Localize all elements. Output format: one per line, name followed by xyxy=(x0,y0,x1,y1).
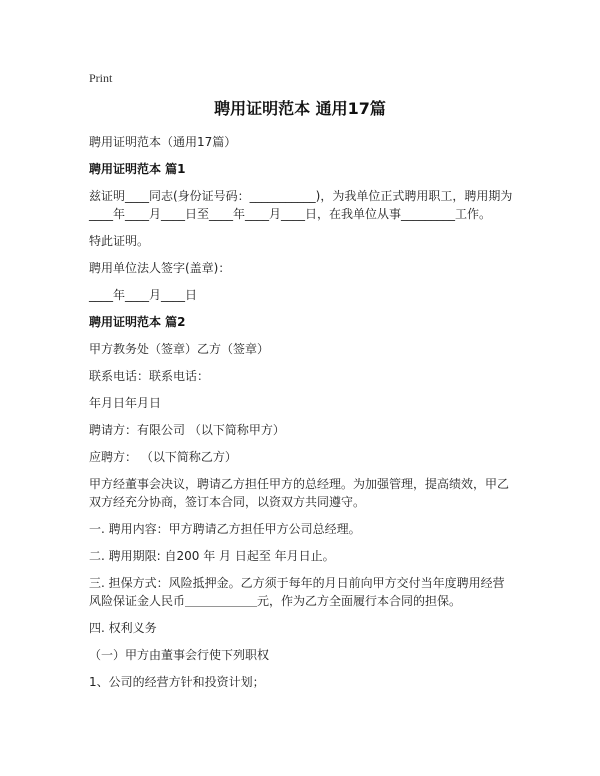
paragraph-signature: 聘用单位法人签字(盖章)： xyxy=(89,261,231,275)
section-heading-2: 聘用证明范本 篇2 xyxy=(89,315,186,329)
section-heading-1: 聘用证明范本 篇1 xyxy=(89,162,186,176)
paragraph-clause-1: 一. 聘用内容：甲方聘请乙方担任甲方公司总经理。 xyxy=(89,522,361,536)
paragraph-subtitle: 聘用证明范本（通用17篇） xyxy=(89,135,237,149)
paragraph-item-1: 1、公司的经营方针和投资计划； xyxy=(89,675,265,689)
paragraph-subclause-1: （一）甲方由董事会行使下列职权 xyxy=(89,648,270,662)
paragraph-board-resolution: 甲方经董事会决议，聘请乙方担任甲方的总经理。为加强管理，提高绩效，甲乙双方经充分协商，签订本合同，以资双方共同遵守。 xyxy=(89,477,510,509)
paragraph-clause-3: 三. 担保方式：风险抵押金。乙方须于每年的月日前向甲方交付当年度聘用经营风险保证金人民币＿＿＿＿＿＿元，作为乙方全面履行本合同的担保。 xyxy=(89,576,505,608)
paragraph-hereby-certify: 特此证明。 xyxy=(89,234,150,248)
paragraph-employee: 应聘方： （以下简称乙方） xyxy=(89,450,237,464)
paragraph-employer: 聘请方：有限公司 （以下简称甲方） xyxy=(89,423,285,437)
paragraph-date-line: ____年____月____日 xyxy=(89,288,198,302)
document-body xyxy=(89,133,513,700)
paragraph-dates: 年月日年月日 xyxy=(89,396,162,410)
paragraph-clause-4: 四. 权利义务 xyxy=(89,621,157,635)
print-label: Print xyxy=(89,71,113,85)
paragraph-contact-phone: 联系电话：联系电话： xyxy=(89,369,210,383)
document-title: 聘用证明范本 通用17篇 xyxy=(214,99,386,118)
paragraph-parties-stamp: 甲方教务处（签章）乙方（签章） xyxy=(89,342,270,356)
paragraph-clause-2: 二. 聘用期限: 自200 年 月 日起至 年月日止。 xyxy=(89,549,335,563)
paragraph-certification: 兹证明____同志(身份证号码：___________)，为我单位正式聘用职工，聘用期为____年____月____日至____年____月____日，在我单位从事_________工作。 xyxy=(89,189,513,221)
